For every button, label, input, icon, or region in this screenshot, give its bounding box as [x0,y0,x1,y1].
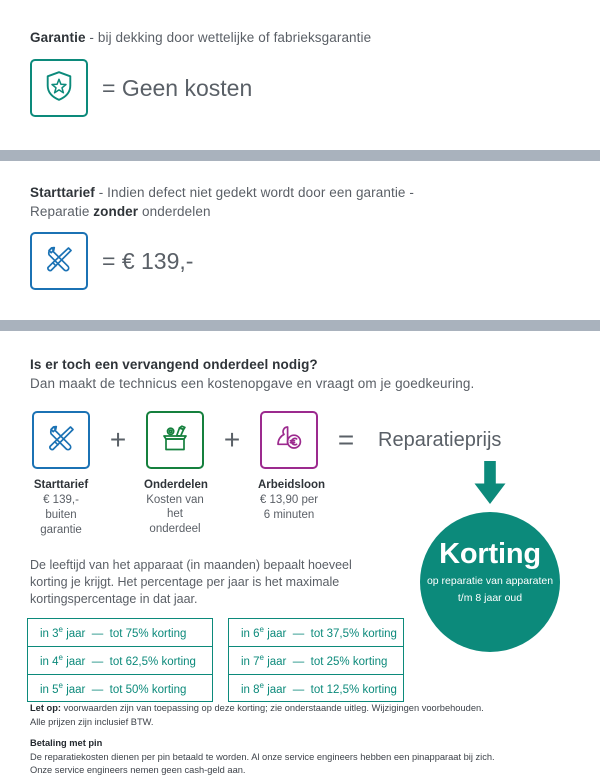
formula-sub-starttarief-3: garantie [40,524,82,536]
discount-value-7: tot 25% korting [310,655,388,668]
discount-value-6: tot 37,5% korting [310,627,397,640]
operator-plus-1: + [109,424,127,455]
ordinal-suffix: e [58,652,63,662]
parts-heading-line2: Dan maakt de technicus een kostenopgave en vraagt om je goedkeuring. [30,376,475,391]
wrench-screwdriver-icon [43,243,75,280]
discount-year-post-3: jaar [63,627,86,640]
ordinal-suffix: e [58,680,63,690]
starttarief-heading-bold: Starttarief [30,185,95,200]
starttarief-result: = € 139,- [102,247,194,274]
formula-sub-arbeidsloon-1: € 13,90 per [259,494,319,506]
discount-value-4: tot 62,5% korting [109,655,196,668]
down-arrow-icon [472,461,508,512]
discount-table [27,618,404,702]
discount-row-year-5 [27,675,213,703]
discount-row-year-8 [228,675,404,703]
discount-value-5: tot 50% korting [109,683,187,696]
discount-row-year-6 [228,618,404,647]
formula-sub-onderdelen-2: onderdeel [149,523,201,535]
starttarief-equation [30,232,600,290]
starttarief-heading-rest: - Indien defect niet gedekt wordt door een garantie - [94,185,414,200]
formula-sub-starttarief-1: € 139,- [43,494,79,506]
formula-sub-starttarief-2: buiten [45,509,77,521]
footer-payment-line-2: Onze service engineers nemen geen cash-geld aan. [30,765,246,775]
parts-heading [30,355,600,393]
discount-explanation-line-2: korting je krijgt. Het percentage per jaar is het maximale [30,575,340,589]
formula-icon-wrap-onderdelen [144,411,206,469]
formula-column-onderdelen [144,411,206,536]
warranty-heading-rest: - bij dekking door wettelijke of fabrieksgarantie [85,30,372,45]
ordinal-suffix: e [259,652,264,662]
formula-title-arbeidsloon: Arbeidsloon [258,479,326,491]
ordinal-suffix: e [259,625,264,634]
parts-box-icon [159,423,191,458]
section-starttarief [0,161,600,290]
discount-year-label-3: in 3 [40,627,59,640]
formula-title-onderdelen: Onderdelen [144,479,208,491]
starttarief-heading-line2 [30,202,600,221]
discount-explanation-line-3: kortingspercentage in dat jaar. [30,592,198,606]
labor-person-euro-icon [273,423,305,458]
starttarief-heading [30,183,600,221]
discount-explanation-line-1: De leeftijd van het apparaat (in maanden) bepaalt hoeveel [30,558,352,572]
formula-sub-arbeidsloon-2: 6 minuten [263,509,315,521]
starttarief-formula-icon-box [32,411,90,469]
discount-dash-5: — [91,683,104,696]
starttarief-line2-post: onderdelen [138,204,211,219]
separator-bar-2 [0,320,600,331]
formula-icon-wrap-starttarief [30,411,92,469]
starttarief-line2-pre: Reparatie [30,204,94,219]
warranty-heading [30,28,600,47]
wrench-screwdriver-icon [45,422,77,459]
discount-value-3: tot 75% korting [109,627,187,640]
footer-note-rest: voorwaarden zijn van toepassing op deze korting; zie onderstaande uitleg. Wijzigingen voorbehouden. [60,703,484,713]
discount-year-label-5: in 5 [40,683,59,696]
discount-row-year-3 [27,618,213,647]
footer-note-line-1 [30,702,575,716]
formula-icon-wrap-arbeidsloon [258,411,320,469]
ordinal-suffix: e [259,680,264,690]
formula-result-label: Reparatieprijs [378,429,502,451]
discount-row-year-7 [228,647,404,675]
korting-sub-line-1: op reparatie van apparaten [426,575,554,587]
footer-note-bold: Let op: [30,703,61,713]
formula-sub-onderdelen-1: Kosten van het [146,494,204,520]
discount-row-year-4 [27,647,213,675]
discount-year-label-4: in 4 [40,655,59,668]
discount-year-post-4: jaar [63,655,86,668]
footer-payment-heading [30,737,575,751]
discount-dash-8: — [292,683,305,696]
discount-year-post-6: jaar [264,627,287,640]
operator-equals: = [337,424,355,455]
arbeidsloon-icon-box [260,411,318,469]
discount-year-label-8: in 8 [241,683,260,696]
separator-bar-1 [0,150,600,161]
shield-star-icon [44,70,74,107]
korting-sub-line-2: t/m 8 jaar oud [457,592,523,604]
starttarief-icon-box [30,232,88,290]
discount-dash-7: — [292,655,305,668]
discount-year-label-7: in 7 [241,655,260,668]
footer-notes [30,702,575,776]
discount-year-post-7: jaar [264,655,287,668]
discount-dash-4: — [91,655,104,668]
korting-badge [420,512,560,652]
discount-year-post-8: jaar [264,683,287,696]
warranty-icon-box [30,59,88,117]
discount-year-post-5: jaar [63,683,86,696]
discount-dash-3: — [91,627,104,640]
discount-year-label-6: in 6 [241,627,260,640]
warranty-heading-bold: Garantie [30,30,86,45]
formula-column-arbeidsloon [258,411,326,522]
korting-title: Korting [439,538,541,570]
onderdelen-icon-box [146,411,204,469]
footer-payment-heading-text: Betaling met pin [30,738,103,748]
ordinal-suffix: e [58,625,63,634]
footer-payment-line-1: De reparatiekosten dienen per pin betaald te worden. Al onze service engineers hebben een pinapparaat bij zich. [30,751,495,762]
section-parts [0,331,600,537]
starttarief-line2-bold: zonder [93,204,139,219]
discount-column-left [27,618,213,702]
formula-column-starttarief [30,411,92,537]
formula-title-starttarief: Starttarief [33,479,89,491]
parts-heading-bold: Is er toch een vervangend onderdeel nodig? [30,357,318,372]
discount-column-right [228,618,404,702]
section-warranty [0,0,600,117]
operator-plus-2: + [223,424,241,455]
warranty-equation [30,59,600,117]
footer-spacer [30,729,575,737]
discount-value-8: tot 12,5% korting [310,683,397,696]
discount-explanation [30,557,385,608]
footer-note-line-2: Alle prijzen zijn inclusief BTW. [30,716,154,727]
warranty-result: = Geen kosten [102,74,253,101]
discount-dash-6: — [292,627,305,640]
